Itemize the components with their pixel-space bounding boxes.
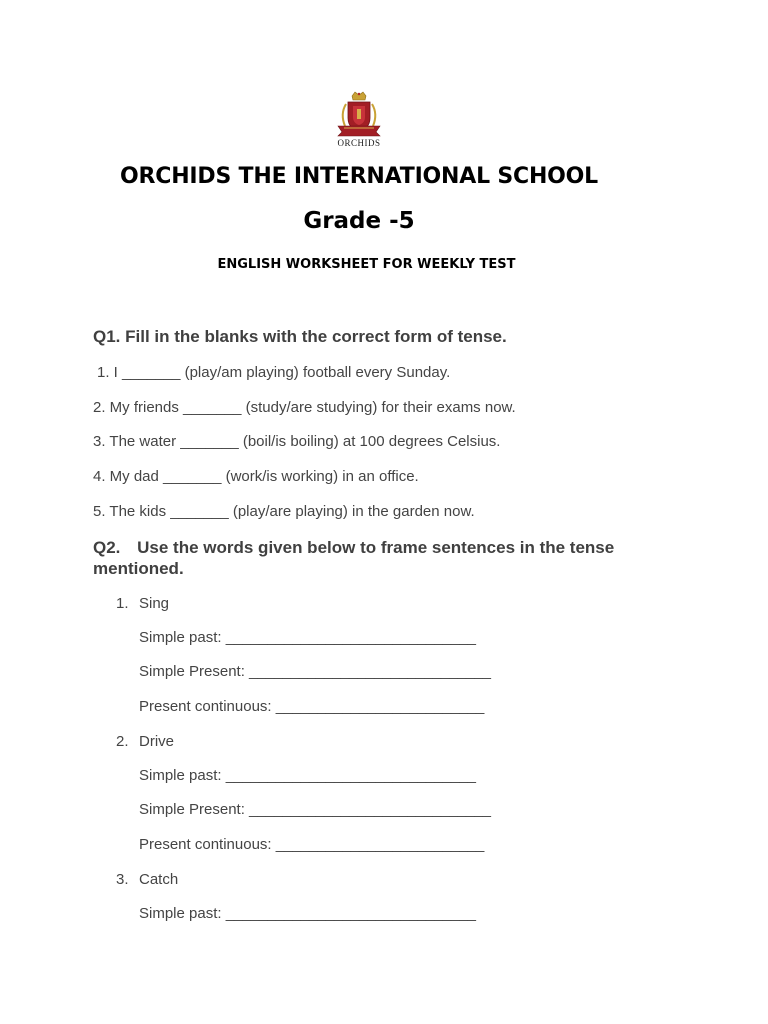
- q2-word-2-simple-present: Simple Present: _____________________________: [139, 801, 491, 818]
- q1-item-1: 1. I _______ (play/am playing) football every Sunday.: [97, 364, 451, 381]
- logo-wordmark: ORCHIDS: [337, 138, 381, 148]
- q1-item-5: 5. The kids _______ (play/are playing) in the garden now.: [93, 503, 475, 520]
- q2-word-1-present-continuous: Present continuous: _________________________: [139, 698, 485, 715]
- q2-word-3-number: 3.: [116, 871, 129, 888]
- grade-title: Grade -5: [303, 208, 415, 234]
- crest-icon: [326, 90, 392, 140]
- q2-word-1: Sing: [139, 595, 170, 612]
- q2-word-2: Drive: [139, 733, 175, 750]
- q2-heading: [93, 537, 653, 579]
- q2-word-1-number: 1.: [116, 595, 129, 612]
- q1-heading: Q1. Fill in the blanks with the correct form of tense.: [93, 327, 507, 346]
- q1-item-3: 3. The water _______ (boil/is boiling) at 100 degrees Celsius.: [93, 433, 501, 450]
- q2-word-2-present-continuous: Present continuous: _________________________: [139, 836, 485, 853]
- q2-word-2-number: 2.: [116, 733, 129, 750]
- worksheet-subtitle: ENGLISH WORKSHEET FOR WEEKLY TEST: [217, 257, 516, 272]
- q2-word-1-simple-present: Simple Present: _____________________________: [139, 663, 491, 680]
- q2-word-1-simple-past: Simple past: ______________________________: [139, 629, 476, 646]
- school-name: ORCHIDS THE INTERNATIONAL SCHOOL: [120, 164, 598, 189]
- q2-word-2-simple-past: Simple past: ______________________________: [139, 767, 476, 784]
- q2-number: Q2.: [93, 538, 121, 557]
- q1-item-4: 4. My dad _______ (work/is working) in an office.: [93, 468, 419, 485]
- q1-item-2: 2. My friends _______ (study/are studying) for their exams now.: [93, 399, 516, 416]
- q2-heading-text: Use the words given below to frame sentences in the tense mentioned.: [93, 538, 615, 578]
- q2-word-3-simple-past: Simple past: ______________________________: [139, 905, 476, 922]
- q2-word-3: Catch: [139, 871, 179, 888]
- school-logo: [326, 90, 392, 150]
